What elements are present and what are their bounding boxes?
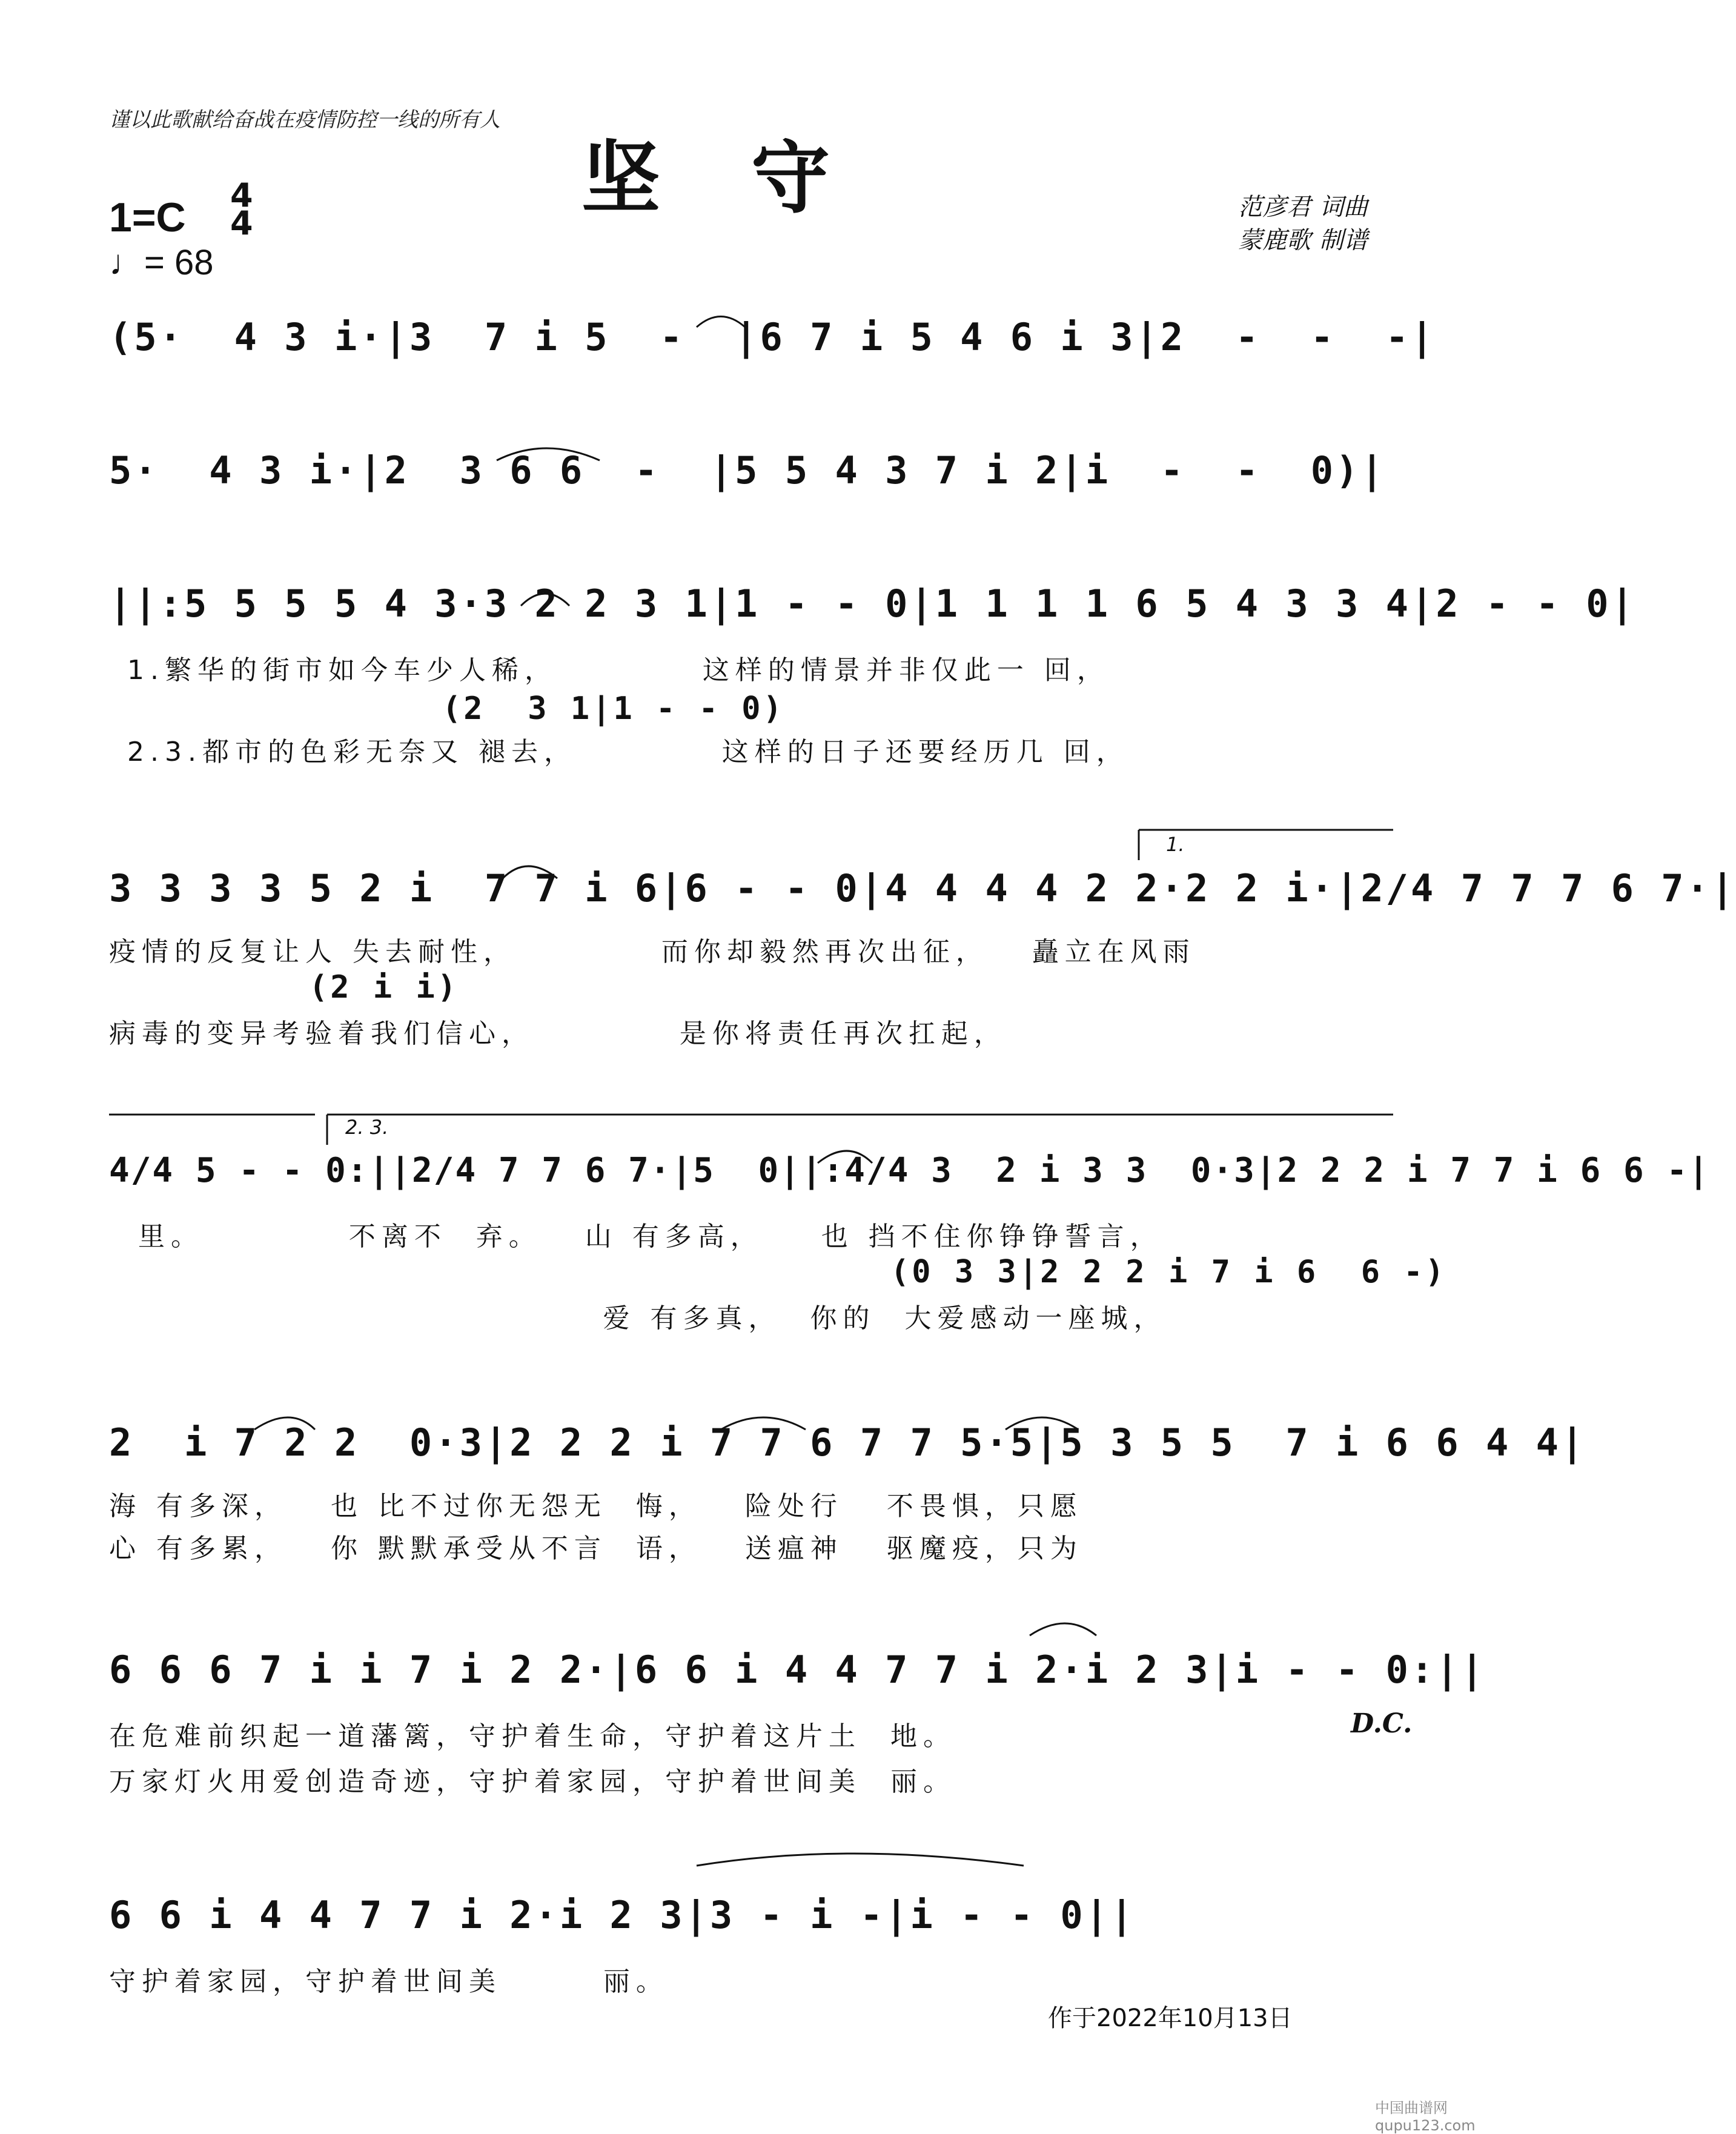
notation-line-4: 3 3 3 3 5 2 i 7 7 i 6|6 - - 0|4 4 4 4 2 2·2 2 i·|2/4 7 7 7 6 7·|: [109, 866, 1736, 910]
notation-line-5: 4/4 5 - - 0:||2/4 7 7 6 7·|5 0||:4/4 3 2 i 3 3 0·3|2 2 2 i 7 7 i 6 6 -|: [109, 1151, 1710, 1190]
sub-notation-line-3: (2 3 1|1 - - 0): [442, 691, 784, 727]
tie-arc: [697, 317, 745, 328]
credit-name: 范彦君: [1238, 193, 1311, 221]
dedication: 谨以此歌献给奋战在疫情防控一线的所有人: [109, 109, 500, 131]
tie-arc: [697, 1854, 1024, 1866]
key-label: 1=C: [109, 194, 186, 240]
time-num: 4: [230, 176, 253, 214]
lyric-line-4-verse-1: 疫情的反复让人 失去耐性， 而你却毅然再次出征， 矗立在风雨: [109, 936, 1196, 967]
notation-line-1: (5· 4 3 i·|3 7 i 5 - |6 7 i 5 4 6 i 3|2 - - -|: [109, 315, 1436, 359]
tie-arc: [254, 1417, 315, 1430]
lyric-line-3-verse-1: 1.繁华的街市如今车少人稀， 这样的情景并非仅此一 回，: [127, 655, 1110, 686]
tie-arc: [818, 1151, 872, 1163]
tie-arc: [521, 594, 569, 606]
da-capo-marking: D.C.: [1351, 1708, 1413, 1739]
tempo-value: = 68: [144, 243, 214, 282]
time-den: 4: [230, 204, 253, 242]
lyric-line-6-verse-2: 心 有多累， 你 默默承受从不言 语， 送瘟神 驱魔疫，只为: [109, 1533, 1083, 1564]
watermark-logo: 中国曲谱网 qupu123.com: [1375, 2099, 1476, 2134]
composition-date: 作于2022年10月13日: [1048, 2004, 1293, 2032]
lyric-line-6-verse-1: 海 有多深， 也 比不过你无怨无 悔， 险处行 不畏惧，只愿: [109, 1491, 1083, 1522]
lyric-line-7-verse-1: 在危难前织起一道藩篱，守护着生命，守护着这片土 地。: [109, 1721, 956, 1752]
tie-arc: [497, 448, 600, 460]
lyric-line-5-verse-2: 爱 有多真， 你的 大爱感动一座城，: [109, 1303, 1167, 1334]
volta-2-3: 2. 3.: [345, 1116, 389, 1139]
credit-name: 蒙鹿歌: [1238, 227, 1311, 254]
quarter-note-icon: ♩: [109, 243, 144, 282]
notation-line-2: 5· 4 3 i·|2 3 6 6 - |5 5 4 3 7 i 2|i - - 0)|: [109, 448, 1386, 492]
tie-arc: [503, 866, 557, 878]
lyric-line-7-verse-2: 万家灯火用爱创造奇迹，守护着家园，守护着世间美 丽。: [109, 1766, 956, 1797]
tie-arc: [1005, 1417, 1078, 1430]
notation-line-6: 2 i 7 2 2 0·3|2 2 2 i 7 7 6 7 7 5·5|5 3 5 5 7 i 6 6 4 4|: [109, 1420, 1586, 1465]
lyric-line-8-verse-1: 守护着家园，守护着世间美 丽。: [109, 1966, 669, 1997]
tie-arc: [721, 1417, 806, 1430]
notation-line-7: 6 6 6 7 i i 7 i 2 2·|6 6 i 4 4 7 7 i 2·i 2 3|i - - 0:||: [109, 1648, 1486, 1692]
lyric-line-5-verse-1: 里。 不离不 弃。 山 有多高， 也 挡不住你铮铮誓言，: [109, 1221, 1163, 1252]
sub-notation-line-5: (0 3 3|2 2 2 i 7 i 6 6 -): [890, 1254, 1446, 1290]
notation-line-3: ||:5 5 5 5 4 3·3 2 2 3 1|1 - - 0|1 1 1 1 6 5 4 3 3 4|2 - - 0|: [109, 582, 1636, 626]
lyric-line-4-verse-2: 病毒的变异考验着我们信心， 是你将责任再次扛起，: [109, 1018, 1007, 1049]
credit-role: 制谱: [1319, 227, 1368, 254]
credit-role: 词曲: [1319, 193, 1368, 221]
song-title: 坚守: [581, 132, 921, 224]
tie-arc: [1030, 1623, 1096, 1635]
volta-1: 1.: [1166, 833, 1185, 856]
notation-line-8: 6 6 i 4 4 7 7 i 2·i 2 3|3 - i -|i - - 0||: [109, 1893, 1136, 1937]
lyric-line-3-verse-2: 2.3.都市的色彩无奈又 褪去， 这样的日子还要经历几 回，: [127, 737, 1129, 767]
sub-notation-line-4: (2 i i): [309, 969, 459, 1006]
